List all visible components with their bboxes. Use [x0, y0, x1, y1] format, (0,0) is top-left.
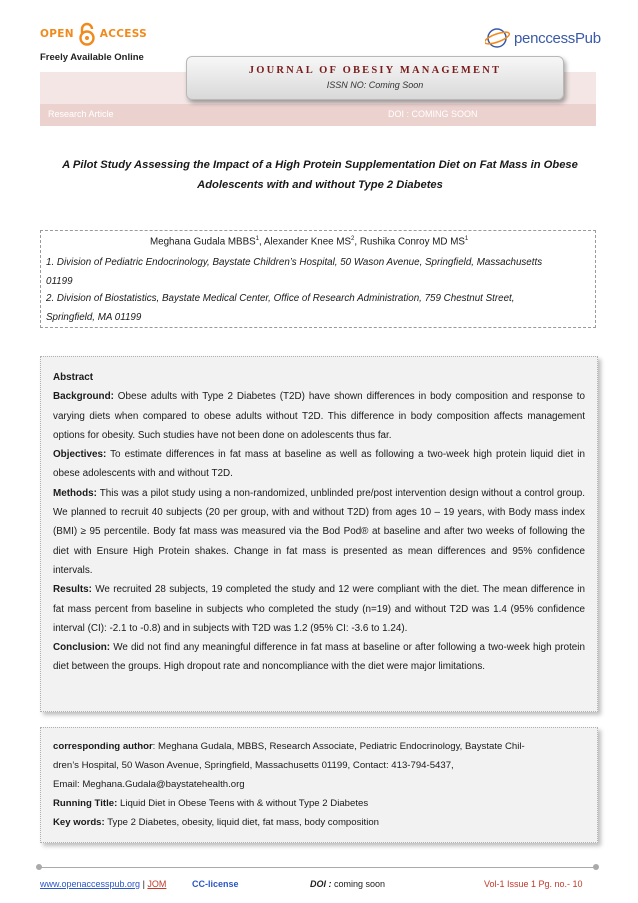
journal-banner [186, 56, 564, 100]
abstract [53, 368, 585, 677]
author-3-affil: 1 [464, 236, 469, 242]
objectives-text: To estimate differences in fat mass at baseline as well as following a two-week high protein liquid diet in obese adolescents with and without T2D. [53, 449, 585, 480]
abstract-methods [53, 484, 585, 580]
abstract-results [53, 580, 585, 638]
methods-text: This was a pilot study using a non-randomized, unblinded pre/post intervention design without a control group. We planned to recruit 40 subjects (20 per group, with and without T2D) from ages 10 – 19 years, with Body mass index (BMI) ≥ 95 percentile. Body fat mass was measured via the Bod Pod® at baseline and after two weeks of following the diet with Ensure High Protein shakes. Change in fat mass is presented as mean differences and 95% confidence intervals. [53, 487, 585, 576]
footer-cc-license[interactable]: CC-license [192, 879, 239, 889]
correspondence [53, 737, 587, 832]
open-access-logo-right: ACCESS [99, 28, 147, 40]
publisher-name: penccessPub [514, 29, 601, 47]
affiliation-1 [46, 254, 542, 291]
objectives-label: Objectives: [53, 449, 107, 461]
methods-label: Methods: [53, 487, 97, 499]
footer-site-link[interactable]: www.openaccesspub.org [40, 879, 141, 889]
results-label: Results: [53, 584, 92, 596]
issn: ISSN NO: Coming Soon [326, 80, 424, 90]
footer-doi-label: DOI : [310, 879, 332, 889]
footer-left [40, 879, 166, 889]
running-title-label: Running Title: [53, 798, 118, 809]
open-access-logo-left: OPEN [40, 28, 74, 40]
paper-title-line-2: Adolescents with and without Type 2 Diabetes [197, 179, 443, 191]
footer-doi-value: coming soon [331, 879, 386, 889]
author-3: , Rushika Conroy MD MS [354, 236, 465, 248]
freely-available-label: Freely Available Online [40, 52, 144, 63]
open-access-logo [40, 22, 147, 46]
globe-icon [485, 26, 511, 50]
footer-jom-link[interactable]: JOM [147, 879, 167, 889]
lock-icon [76, 22, 98, 46]
affiliation-2 [46, 290, 514, 327]
affiliation-1-line-1: 1. Division of Pediatric Endocrinology, Baystate Children’s Hospital, 50 Wason Avenue, Springfield, Massachusetts [46, 257, 543, 268]
corresponding-author-line-1: : Meghana Gudala, MBBS, Research Associate, Pediatric Endocrinology, Baystate Chil- [152, 741, 525, 752]
abstract-heading: Abstract [53, 372, 94, 383]
header-doi: DOI : COMING SOON [388, 109, 478, 119]
affiliation-2-line-1: 2. Division of Biostatistics, Baystate Medical Center, Office of Research Administration, 759 Chestnut Street, [46, 293, 515, 304]
footer-separator: | [140, 879, 148, 889]
author-1-affil: 1 [255, 236, 259, 242]
footer-line-right-dot [593, 864, 599, 870]
abstract-conclusion [53, 638, 585, 677]
footer-volume: Vol-1 Issue 1 Pg. no.- 10 [484, 879, 583, 889]
author-2-affil: 2 [351, 236, 355, 242]
article-type-row [40, 104, 596, 126]
corresponding-email[interactable]: Email: Meghana.Gudala@baystatehealth.org [53, 779, 245, 790]
publisher-logo [485, 26, 601, 50]
corresponding-author-line-2: dren’s Hospital, 50 Wason Avenue, Springfield, Massachusetts 01199, Contact: 413-794-5437, [53, 760, 454, 771]
corresponding-author-label: corresponding author [53, 741, 153, 752]
running-title: Liquid Diet in Obese Teens with & without Type 2 Diabetes [117, 798, 369, 809]
conclusion-text: We did not find any meaningful difference in fat mass at baseline or after following a two-week high protein diet between the groups. High dropout rate and noncompliance with the diet were major limitations. [53, 642, 585, 673]
background-label: Background: [53, 391, 114, 403]
article-type: Research Article [48, 109, 114, 119]
footer-divider [40, 867, 596, 868]
keywords: Type 2 Diabetes, obesity, liquid diet, fat mass, body composition [104, 817, 379, 828]
journal-name: JOURNAL OF OBESIY MANAGEMENT [248, 65, 502, 76]
abstract-objectives [53, 445, 585, 484]
conclusion-label: Conclusion: [53, 642, 111, 654]
footer-doi [310, 879, 385, 889]
affiliation-2-line-2: Springfield, MA 01199 [46, 311, 142, 323]
results-text: We recruited 28 subjects, 19 completed the study and 12 were compliant with the diet. The mean difference in fat mass percent from baseline in subjects who completed the study (n=19) and without T2D was 1.4 (95% confidence interval (CI): -2.1 to -0.8) and in subjects with T2D was 1.2 (95% CI: -3.6 to 1.24). [53, 584, 585, 634]
paper-title [46, 155, 594, 195]
abstract-background [53, 387, 585, 445]
author-list [150, 236, 468, 247]
affiliation-1-line-2: 01199 [46, 275, 73, 287]
author-1: Meghana Gudala MBBS [150, 236, 256, 248]
paper-title-line-1: A Pilot Study Assessing the Impact of a High Protein Supplementation Diet on Fat Mass in Obese [62, 159, 578, 171]
keywords-label: Key words: [53, 817, 105, 828]
author-2: , Alexander Knee MS [259, 236, 352, 248]
background-text: Obese adults with Type 2 Diabetes (T2D) have shown differences in body composition and response to varying diets when compared to obese adults without T2D. This difference in body composition affects management options for obesity. Such studies have not been done on adolescents thus far. [53, 391, 585, 441]
